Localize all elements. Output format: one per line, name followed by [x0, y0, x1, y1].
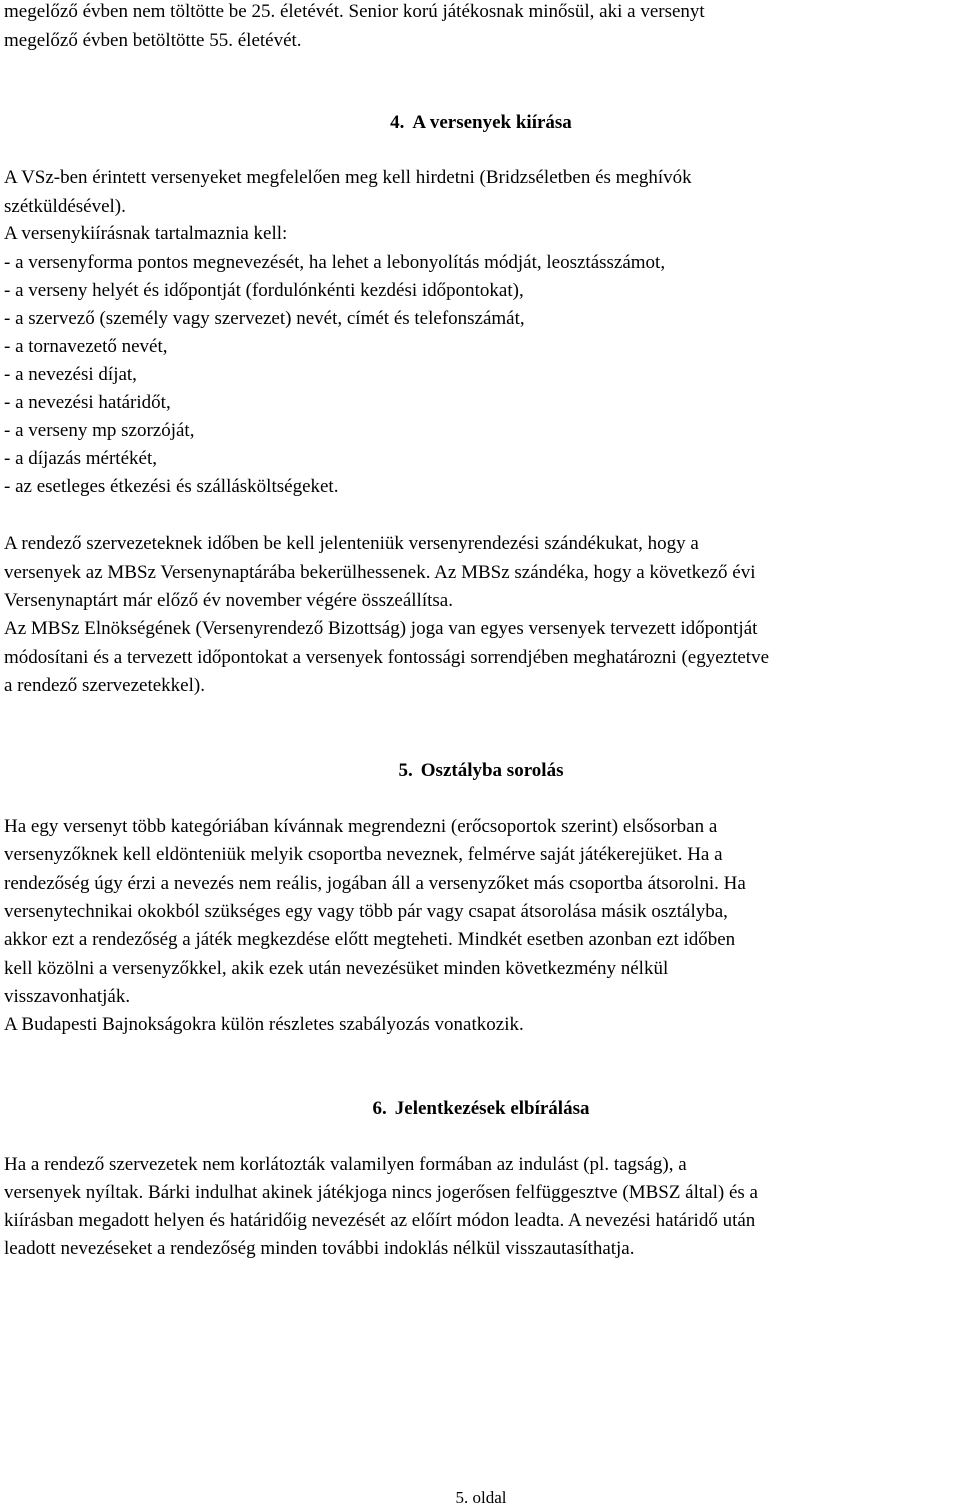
- section-4-list-intro: A versenykiírásnak tartalmaznia kell:: [4, 223, 288, 244]
- list-item: - a nevezési határidőt,: [4, 392, 171, 413]
- section-5-p1-line-1: Ha egy versenyt több kategóriában kívánnak megrendezni (erőcsoportok szerint) elsősorban a: [4, 816, 718, 837]
- section-4-number: 4.: [390, 112, 405, 133]
- section-5-p1-line-6: kell közölni a versenyzőkkel, akik ezek után nevezésüket minden következmény nélkül: [4, 958, 669, 979]
- list-item: - a szervező (személy vagy szervezet) nevét, címét és telefonszámát,: [4, 308, 525, 329]
- section-5-title: Osztályba sorolás: [420, 760, 564, 781]
- page-number: 5. oldal: [455, 1488, 507, 1507]
- section-5-p1-line-7: visszavonhatják.: [4, 986, 131, 1007]
- section-5-p1-line-4: versenytechnikai okokból szükséges egy vagy több pár vagy csapat átsorolása másik osztályba,: [4, 901, 728, 922]
- section-5-number: 5.: [398, 760, 413, 781]
- section-4-title: A versenyek kiírása: [412, 112, 572, 133]
- section-4-heading: [4, 111, 958, 135]
- section-4-p1-line-2: szétküldésével).: [4, 196, 126, 217]
- section-5-heading: [4, 759, 958, 783]
- list-item: - a nevezési díjat,: [4, 364, 137, 385]
- section-5-p1-line-5: akkor ezt a rendezőség a játék megkezdése előtt megteheti. Mindkét esetben azonban ezt időben: [4, 929, 736, 950]
- list-item: - a verseny helyét és időpontját (fordulónkénti kezdési időpontokat),: [4, 280, 524, 301]
- intro-line-1: megelőző évben nem töltötte be 25. életévét. Senior korú játékosnak minősül, aki a versenyt: [4, 1, 705, 22]
- section-6-heading: [4, 1097, 958, 1121]
- section-5-p1-line-2: versenyzőknek kell eldönteniük melyik csoportba neveznek, felmérve saját játékerejüket. Ha a: [4, 844, 723, 865]
- section-6-p1-line-1: Ha a rendező szervezetek nem korlátozták valamilyen formában az indulást (pl. tagság), a: [4, 1154, 687, 1175]
- list-item: - a verseny mp szorzóját,: [4, 420, 195, 441]
- list-item: - a tornavezető nevét,: [4, 336, 168, 357]
- section-5-p2: A Budapesti Bajnokságokra külön részletes szabályozás vonatkozik.: [4, 1014, 524, 1035]
- section-5-p1-line-3: rendezőség úgy érzi a nevezés nem reális, jogában áll a versenyzőket más csoportba átsorolni. Ha: [4, 873, 746, 894]
- list-item: - a versenyforma pontos megnevezését, ha lehet a lebonyolítás módját, leosztásszámot,: [4, 252, 666, 273]
- section-6-title: Jelentkezések elbírálása: [394, 1098, 590, 1119]
- section-6-p1-line-2: versenyek nyíltak. Bárki indulhat akinek játékjoga nincs jogerősen felfüggesztve (MBSZ által) és a: [4, 1182, 758, 1203]
- section-4-p3-line-1: Az MBSz Elnökségének (Versenyrendező Bizottság) joga van egyes versenyek tervezett időpontját: [4, 618, 758, 639]
- section-4-p2-line-1: A rendező szervezeteknek időben be kell jelenteniük versenyrendezési szándékukat, hogy a: [4, 533, 699, 554]
- section-4-p3-line-3: a rendező szervezetekkel).: [4, 675, 205, 696]
- section-6-p1-line-4: leadott nevezéseket a rendezőség minden további indoklás nélkül visszautasíthatja.: [4, 1238, 635, 1259]
- list-item: - a díjazás mértékét,: [4, 448, 157, 469]
- section-4-p1-line-1: A VSz-ben érintett versenyeket megfelelően meg kell hirdetni (Bridzséletben és meghívók: [4, 167, 692, 188]
- section-4-p3-line-2: módosítani és a tervezett időpontokat a versenyek fontossági sorrendjében meghatározni (egyeztetve: [4, 647, 770, 668]
- list-item: - az esetleges étkezési és szállásköltségeket.: [4, 476, 339, 497]
- section-4-p2-line-3: Versenynaptárt már előző év november végére összeállítsa.: [4, 590, 453, 611]
- intro-line-2: megelőző évben betöltötte 55. életévét.: [4, 30, 302, 51]
- section-4-p2-line-2: versenyek az MBSz Versenynaptárába bekerülhessenek. Az MBSz szándéka, hogy a következő évi: [4, 562, 756, 583]
- section-6-number: 6.: [372, 1098, 387, 1119]
- section-6-p1-line-3: kiírásban megadott helyen és határidőig nevezését az előírt módon leadta. A nevezési határidő után: [4, 1210, 756, 1231]
